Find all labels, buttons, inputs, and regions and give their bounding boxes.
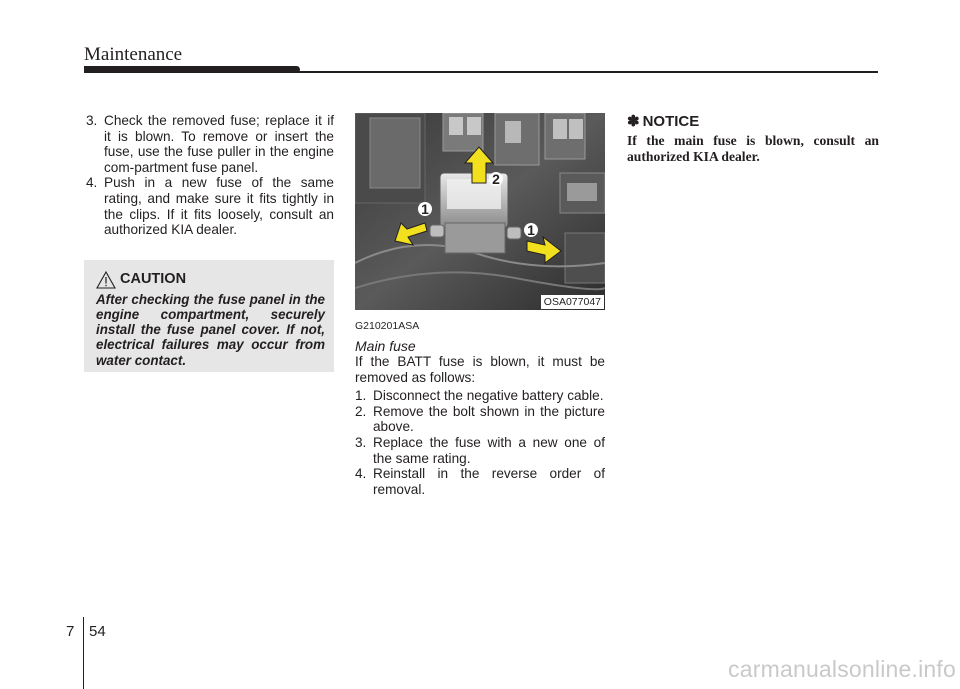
page-header-title: Maintenance xyxy=(84,44,183,65)
step-number: 3. xyxy=(355,434,367,450)
middle-column xyxy=(355,113,605,497)
header-bar xyxy=(84,66,300,73)
header-rule xyxy=(296,71,878,73)
caution-box xyxy=(84,260,334,372)
step-text: Disconnect the negative battery cable. xyxy=(373,388,604,404)
page-number: 54 xyxy=(89,623,106,640)
step-number: 4. xyxy=(86,175,98,191)
fuse-box-photo xyxy=(355,113,605,310)
list-item xyxy=(355,466,605,497)
notice-title: NOTICE xyxy=(642,113,700,130)
main-fuse-steps-list xyxy=(355,388,605,497)
fuse-box-illustration xyxy=(355,113,605,310)
step-number: 4. xyxy=(355,466,367,482)
step-number: 3. xyxy=(86,113,98,128)
fuse-steps-list xyxy=(84,113,334,238)
intro-paragraph: If the BATT fuse is blown, it must be removed as follows: xyxy=(355,354,605,385)
notice-header xyxy=(627,113,879,131)
step-text: Push in a new fuse of the same rating, and make sure it fits tightly in the clips. If it fits loosely, consult an authorized KIA dealer. xyxy=(104,175,334,238)
notice-text: If the main fuse is blown, consult an authorized KIA dealer. xyxy=(627,133,879,164)
caution-text: After checking the fuse panel in the engine compartment, securely install the fuse panel cover. If not, electrical failures may occur from water contact. xyxy=(96,291,325,368)
list-item xyxy=(84,113,334,175)
caution-title: CAUTION xyxy=(120,270,187,287)
list-item xyxy=(355,404,605,435)
list-item xyxy=(84,175,334,237)
callout-label: 1 xyxy=(527,222,535,238)
step-text: Remove the bolt shown in the picture above. xyxy=(373,403,605,435)
footer-divider xyxy=(83,617,84,689)
caution-header xyxy=(96,270,325,290)
callout-label: 2 xyxy=(492,171,500,187)
section-subheading: Main fuse xyxy=(355,338,416,354)
step-number: 1. xyxy=(355,388,367,404)
warning-triangle-icon xyxy=(96,271,116,289)
step-number: 2. xyxy=(355,403,367,419)
step-text: Check the removed fuse; replace it if it is blown. To remove or insert the fuse, use the fuse puller in the engine com-partment fuse panel. xyxy=(104,113,334,175)
photo-code: OSA077047 xyxy=(541,295,604,309)
step-text: Replace the fuse with a new one of the same rating. xyxy=(373,434,605,466)
notice-symbol-icon: ✽ xyxy=(627,113,640,130)
chapter-number: 7 xyxy=(66,623,75,640)
list-item xyxy=(355,435,605,466)
watermark-text: carmanualsonline.info xyxy=(728,656,956,682)
callout-label: 1 xyxy=(421,201,429,217)
left-column xyxy=(84,113,334,372)
right-column xyxy=(627,113,879,164)
step-text: Reinstall in the reverse order of removal. xyxy=(373,466,605,497)
section-code: G210201ASA xyxy=(355,320,420,332)
list-item xyxy=(355,388,605,404)
